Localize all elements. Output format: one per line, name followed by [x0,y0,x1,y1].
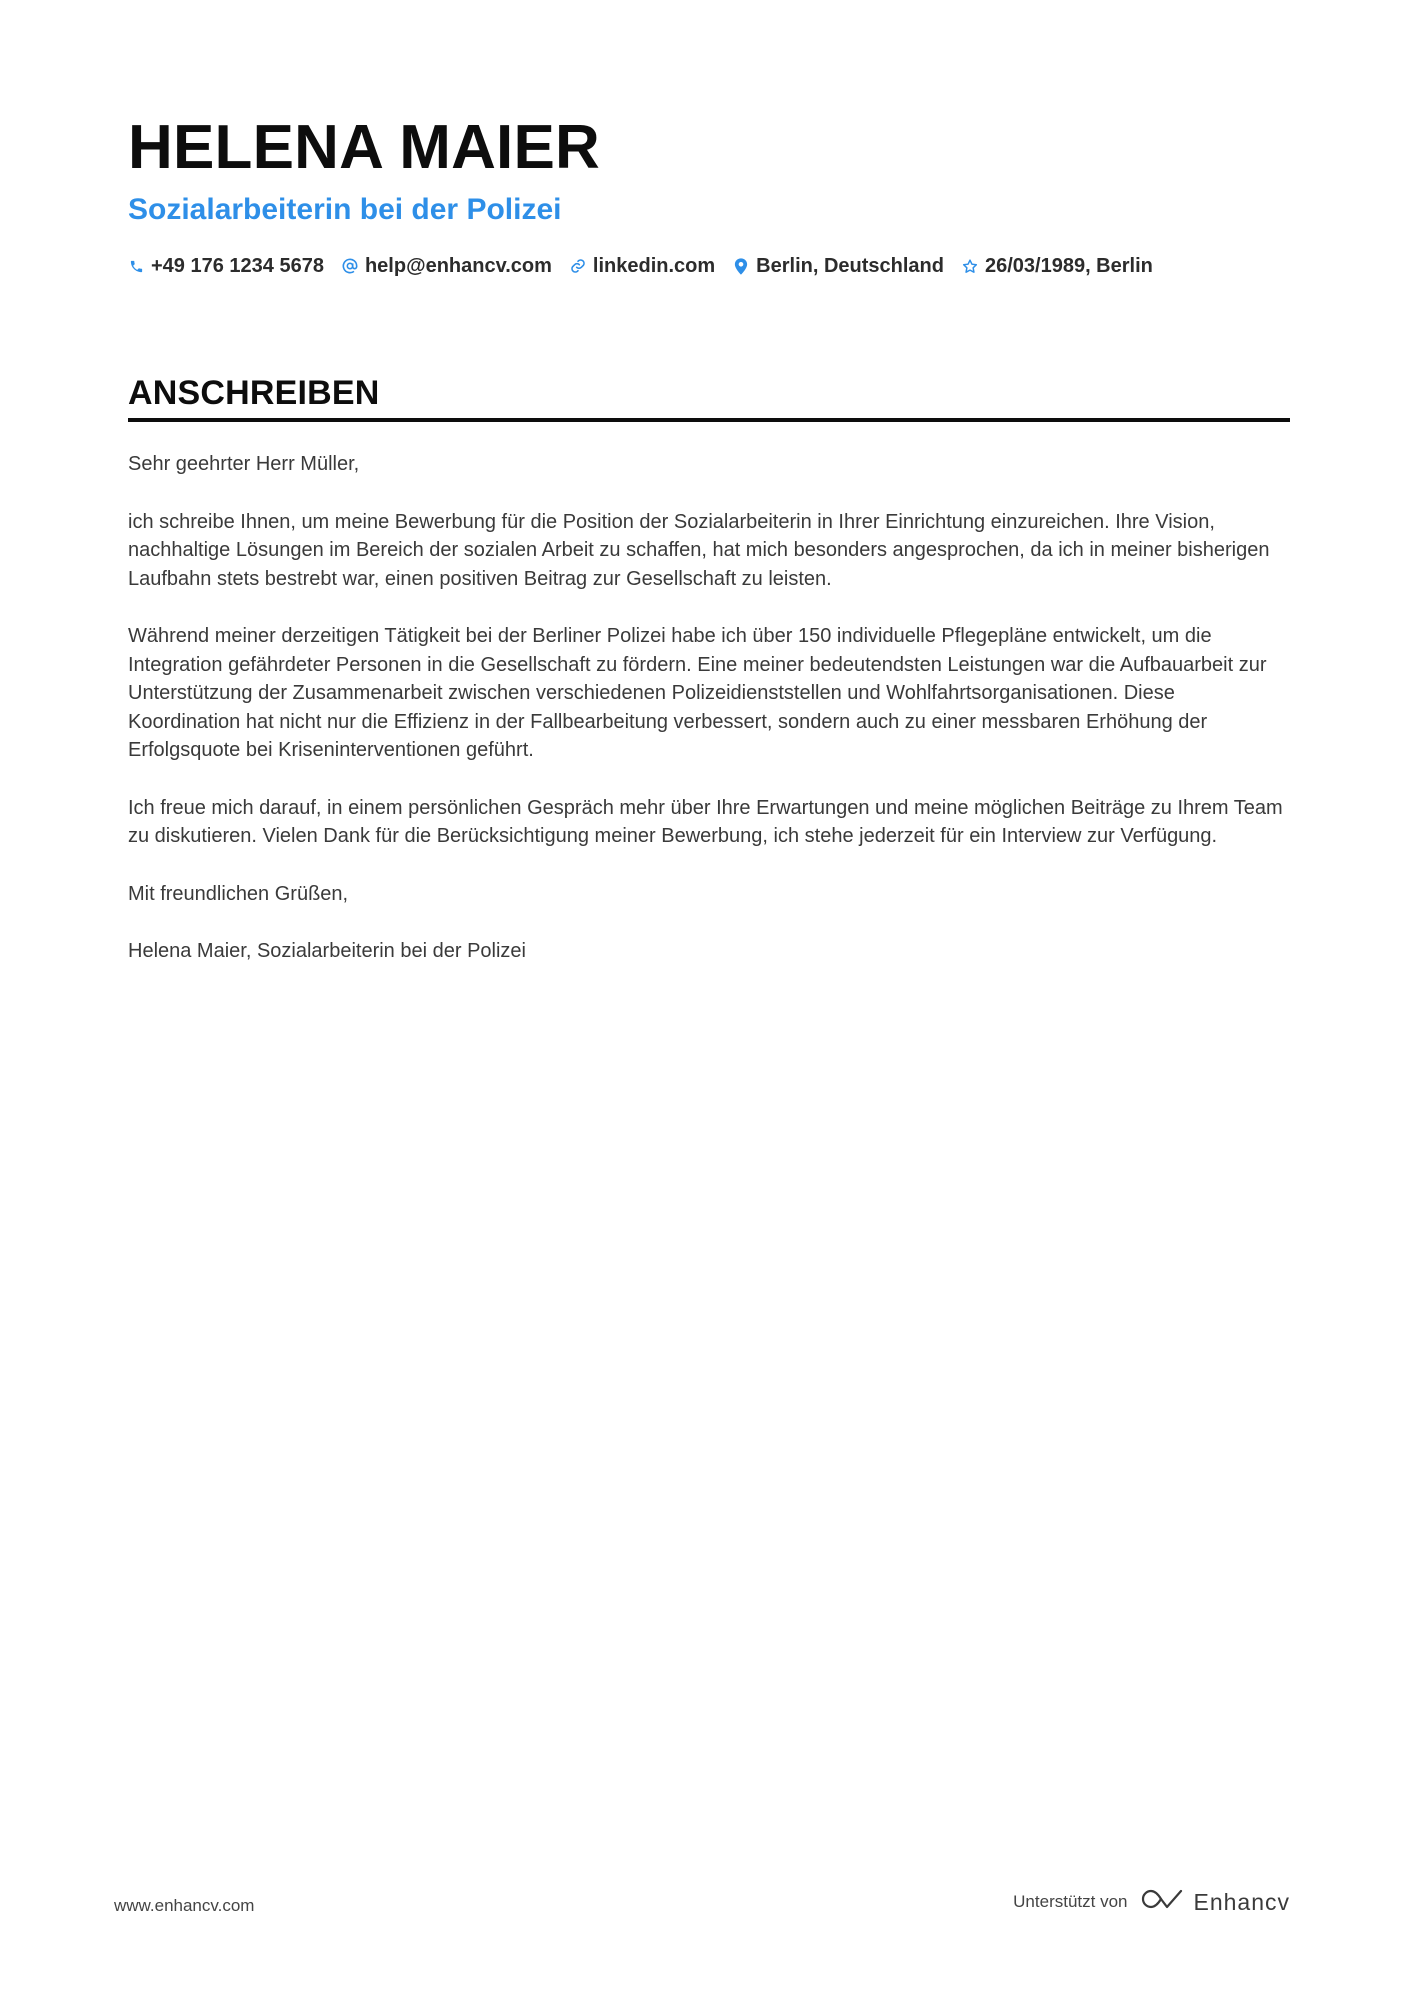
contact-location [733,252,944,280]
brand-logo[interactable] [1139,1887,1290,1917]
birth-text: 26/03/1989, Berlin [984,255,1153,277]
footer-website[interactable]: www.enhancv.com [114,1896,255,1915]
email-text: help@enhancv.com [364,255,552,277]
contact-email[interactable] [342,252,552,280]
letter-body [128,450,1290,966]
contact-linkedin[interactable] [570,252,715,280]
map-pin-icon [733,257,749,275]
star-icon [962,257,978,275]
linkedin-text: linkedin.com [592,255,716,277]
letter-salutation: Sehr geehrter Herr Müller, [128,453,360,475]
section-divider [128,418,1290,422]
section-title: ANSCHREIBEN [128,374,380,412]
powered-by-text: Unterstützt von [1013,1892,1128,1911]
cover-letter-page [128,112,1290,995]
letter-paragraph: Während meiner derzeitigen Tätigkeit bei der Berliner Polizei habe ich über 150 individuelle Pflegepläne entwickelt, um die Integration gefährdeter Personen in die Gesellschaft zu fördern. Eine meiner bedeutendsten Leistungen war die Aufbauarbeit zur Unterstützung der Zusammenarbeit zwischen verschiedenen Polizeidienststellen und Wohlfahrtsorganisationen. Diese Koordination hat nicht nur die Effizienz in der Fallbearbeitung verbessert, sondern auch zu einer messbaren Erhöhung der Erfolgsquote bei Kriseninterventionen geführt. [128,625,1267,761]
at-icon [342,257,358,275]
letter-paragraph: Ich freue mich darauf, in einem persönlichen Gespräch mehr über Ihre Erwartungen und meine möglichen Beiträge zu Ihrem Team zu diskutieren. Vielen Dank für die Berücksichtigung meiner Bewerbung, ich stehe jederzeit für ein Interview zur Verfügung. [128,796,1283,847]
location-text: Berlin, Deutschland [756,255,944,277]
enhancv-logo-icon [1139,1887,1185,1917]
contact-phone[interactable] [128,252,324,280]
contact-birth [962,252,1153,280]
candidate-name: HELENA MAIER [128,113,601,182]
phone-icon [128,257,144,275]
letter-signature: Helena Maier, Sozialarbeiterin bei der Polizei [128,940,526,962]
contact-bar [128,252,1290,280]
letter-closing: Mit freundlichen Grüßen, [128,882,349,905]
phone-text: +49 176 1234 5678 [151,255,324,277]
link-icon [570,257,586,275]
job-title: Sozialarbeiterin bei der Polizei [128,193,562,226]
letter-paragraph: ich schreibe Ihnen, um meine Bewerbung für die Position der Sozialarbeiterin in Ihrer Einrichtung einzureichen. Ihre Vision, nachhaltige Lösungen im Bereich der sozialen Arbeit zu schaffen, hat mich besonders angesprochen, da ich in meiner bisherigen Laufbahn stets bestrebt war, einen positiven Beitrag zur Gesellschaft zu leisten. [128,510,1270,590]
brand-name: Enhancv [1193,1889,1290,1915]
footer-branding [1013,1887,1290,1917]
